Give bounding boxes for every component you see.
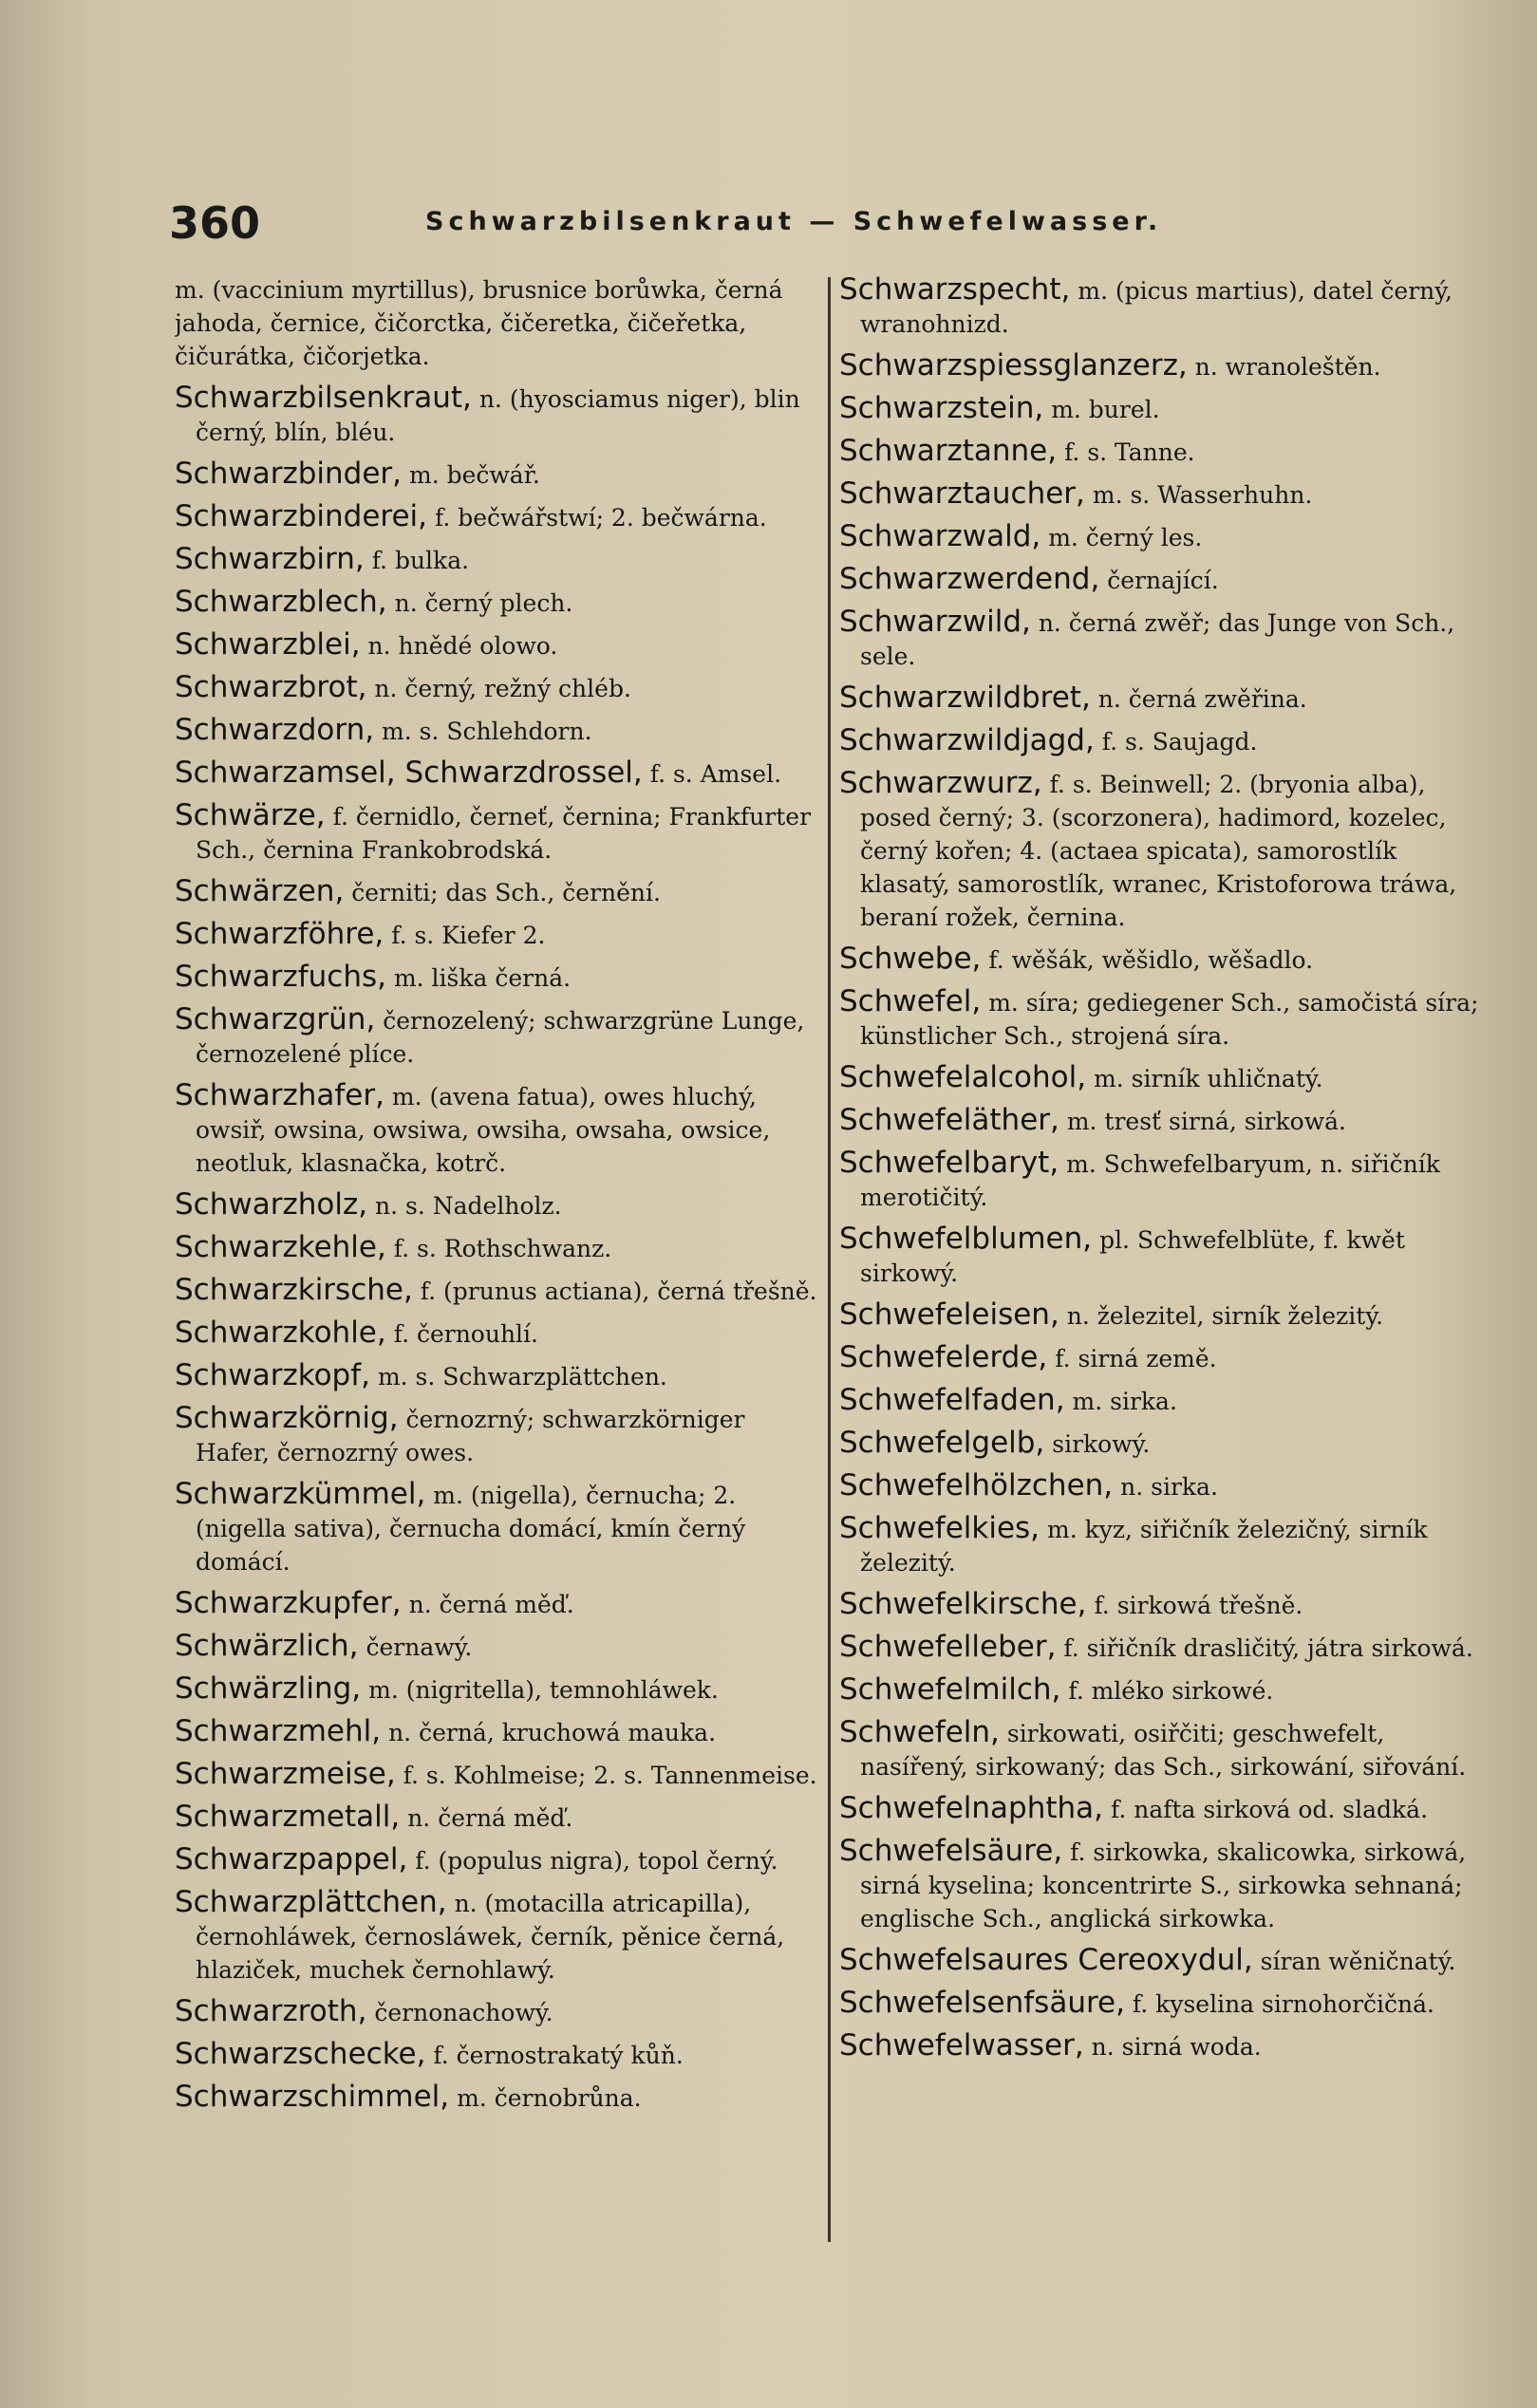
entry-headword: Schwarzschimmel, — [175, 2080, 450, 2114]
entry-headword: Schwarzmetall, — [175, 1800, 401, 1834]
dictionary-entry — [839, 1512, 1485, 1579]
entry-headword: Schwefelmilch, — [839, 1672, 1061, 1707]
dictionary-entry — [839, 563, 1485, 597]
entry-definition: m. bečwář. — [408, 461, 540, 489]
entry-headword: Schwarzpappel, — [175, 1842, 408, 1876]
dictionary-entry — [175, 1672, 820, 1707]
entry-headword: Schwarzdorn, — [175, 713, 375, 747]
dictionary-entry — [839, 1469, 1485, 1503]
entry-headword: Schwarzwild, — [839, 605, 1031, 639]
entry-headword: Schwefelbaryt, — [839, 1146, 1059, 1180]
entry-definition: m. kyz, siřičník železičný, sirník železitý. — [860, 1516, 1428, 1577]
dictionary-entry — [175, 875, 820, 909]
dictionary-entry — [175, 1886, 820, 1987]
dictionary-entry — [175, 1316, 820, 1351]
entry-definition: n. (motacilla atricapilla), černohláwek, černosláwek, černík, pěnice černá, hlaziček, muchek černohlawý. — [196, 1890, 785, 1984]
entry-definition: černozrný; schwarzkörniger Hafer, černozrný owes. — [196, 1406, 745, 1466]
dictionary-entry — [839, 681, 1485, 716]
dictionary-entry — [175, 961, 820, 995]
entry-definition: f. s. Tanne. — [1064, 439, 1195, 466]
entry-definition: m. černobrůna. — [457, 2084, 642, 2112]
entry-headword: Schwärze, — [175, 798, 326, 832]
left-column — [175, 273, 820, 2343]
entry-definition: f. s. Rothschwanz. — [393, 1235, 612, 1262]
entry-headword: Schwarzwildjagd, — [839, 723, 1095, 757]
entry-definition: f. bečwářstwí; 2. bečwárna. — [434, 504, 767, 532]
dictionary-entry — [175, 918, 820, 952]
dictionary-entry — [175, 714, 820, 748]
dictionary-entry — [175, 799, 820, 867]
entry-definition: m. černý les. — [1048, 524, 1203, 551]
entry-headword: Schwarzplättchen, — [175, 1885, 447, 1919]
dictionary-entry — [839, 1427, 1485, 1461]
dictionary-entry — [175, 756, 820, 791]
dictionary-entry — [175, 1188, 820, 1223]
dictionary-entry — [839, 477, 1485, 512]
entry-definition: n. černý plech. — [394, 589, 573, 617]
dictionary-entry — [839, 767, 1485, 934]
entry-headword: Schwarztanne, — [839, 434, 1058, 468]
entry-headword: Schwarzkupfer, — [175, 1586, 402, 1620]
entry-headword: Schwarzkehle, — [175, 1230, 386, 1264]
entry-definition: m. (nigella), černucha; 2. (nigella sativa), černucha domácí, kmín černý domácí. — [196, 1482, 746, 1576]
dictionary-entry — [175, 1231, 820, 1265]
dictionary-entry — [839, 520, 1485, 554]
entry-definition: m. liška černá. — [393, 964, 572, 992]
entry-definition: m. (avena fatua), owes hluchý, owsiř, owsina, owsiwa, owsiha, owsaha, owsice, neotluk, klasnačka, kotrč. — [196, 1083, 771, 1177]
entry-headword: Schwefeln, — [839, 1715, 1000, 1749]
dictionary-entry — [175, 500, 820, 534]
entry-definition: f. s. Saujagd. — [1101, 728, 1258, 756]
entry-definition: m. Schwefelbaryum, n. siřičník merotičitý. — [860, 1150, 1440, 1211]
entry-headword: Schwarzmeise, — [175, 1757, 396, 1791]
entry-definition: černozelený; schwarzgrüne Lunge, černozelené plíce. — [196, 1007, 805, 1068]
dictionary-entry — [839, 1944, 1485, 1978]
dictionary-entry — [175, 1402, 820, 1469]
entry-headword: Schwarzwerdend, — [839, 562, 1100, 596]
entry-headword: Schwarzkohle, — [175, 1316, 386, 1350]
dictionary-entry — [839, 1792, 1485, 1826]
entry-headword: Schwarzkümmel, — [175, 1477, 426, 1511]
entry-headword: Schwefelblumen, — [839, 1222, 1093, 1256]
dictionary-entry — [175, 1478, 820, 1578]
dictionary-entry — [175, 586, 820, 620]
dictionary-entry — [175, 1274, 820, 1308]
entry-headword: Schwarzbirn, — [175, 542, 365, 576]
entry-definition: m. s. Schwarzplättchen. — [377, 1363, 667, 1391]
dictionary-entry — [839, 1061, 1485, 1095]
entry-definition: m. tresť sirná, sirkowá. — [1066, 1108, 1346, 1135]
entry-definition: n. černá zwěř; das Junge von Sch., sele. — [860, 609, 1455, 670]
entry-definition: f. černouhlí. — [393, 1320, 538, 1348]
entry-definition: síran wěničnatý. — [1260, 1948, 1456, 1975]
column-divider — [828, 277, 831, 2242]
entry-headword: Schwärzlich, — [175, 1629, 359, 1663]
dictionary-entry — [175, 543, 820, 577]
entry-headword: Schwefel, — [839, 984, 982, 1018]
entry-headword: Schwarzfuchs, — [175, 960, 386, 994]
entry-definition: f. nafta sirková od. sladká. — [1110, 1796, 1429, 1823]
dictionary-entry — [839, 606, 1485, 673]
entry-definition: f. siřičník drasličitý, játra sirkowá. — [1063, 1634, 1473, 1662]
entry-definition: f. mléko sirkowé. — [1068, 1677, 1274, 1705]
entry-headword: Schwarzschecke, — [175, 2037, 426, 2071]
dictionary-entry — [175, 1359, 820, 1393]
dictionary-entry — [839, 1104, 1485, 1138]
entry-definition: černající. — [1107, 567, 1219, 594]
dictionary-entry — [839, 1384, 1485, 1418]
dictionary-entry — [839, 1835, 1485, 1935]
entry-definition: sirkowý. — [1052, 1430, 1151, 1458]
entry-definition: černonachowý. — [374, 1999, 553, 2026]
entry-headword: Schwarzblei, — [175, 627, 361, 662]
dictionary-entry — [839, 273, 1485, 341]
entry-headword: Schwarzholz, — [175, 1187, 368, 1222]
entry-headword: Schwefelsenfsäure, — [839, 1986, 1125, 2020]
entry-headword: Schwefeleisen, — [839, 1297, 1059, 1332]
dictionary-entry — [839, 349, 1485, 383]
dictionary-entry — [175, 1003, 820, 1071]
entry-headword: Schwarzspecht, — [839, 273, 1071, 307]
entry-definition: f. černidlo, černeť, černina; Frankfurter Sch., černina Frankobrodská. — [196, 803, 812, 864]
entry-definition: n. černý, režný chléb. — [374, 675, 631, 702]
entry-definition: n. černá, kruchowá mauka. — [388, 1719, 717, 1746]
entry-definition: m. (nigritella), temnohláwek. — [368, 1676, 719, 1704]
entry-definition: černiti; das Sch., černění. — [351, 879, 661, 906]
entry-headword: Schwefelerde, — [839, 1340, 1048, 1374]
entry-definition: černawý. — [366, 1633, 473, 1661]
entry-headword: Schwarzbilsenkraut, — [175, 381, 472, 415]
entry-headword: Schwärzling, — [175, 1671, 362, 1706]
entry-definition: n. sirná woda. — [1091, 2033, 1262, 2061]
entry-definition: n. černá měď. — [408, 1591, 574, 1618]
entry-headword: Schwarzkopf, — [175, 1358, 370, 1392]
entry-headword: Schwarzwald, — [839, 519, 1041, 553]
entry-headword: Schwefelleber, — [839, 1630, 1057, 1664]
dictionary-entry — [175, 273, 820, 373]
entry-headword: Schwefeläther, — [839, 1103, 1059, 1137]
dictionary-entry — [175, 1079, 820, 1180]
entry-definition: m. (picus martius), datel černý, wranohnizd. — [860, 277, 1453, 338]
entry-headword: Schwefelgelb, — [839, 1426, 1045, 1460]
entry-definition: n. černá zwěřina. — [1097, 685, 1307, 713]
entry-headword: Schwarzroth, — [175, 1994, 367, 2028]
dictionary-entry — [839, 1987, 1485, 2021]
dictionary-entry — [839, 985, 1485, 1053]
entry-headword: Schwarzwurz, — [839, 766, 1042, 800]
dictionary-entry — [175, 382, 820, 449]
dictionary-entry — [175, 1801, 820, 1835]
entry-definition: m. síra; gediegener Sch., samočistá síra; künstlicher Sch., strojená síra. — [860, 989, 1479, 1050]
dictionary-entry — [839, 1298, 1485, 1333]
dictionary-entry — [839, 943, 1485, 977]
entry-headword: Schwefelsäure, — [839, 1834, 1063, 1868]
entry-definition: n. wranoleštěn. — [1194, 353, 1381, 381]
page-number: 360 — [169, 197, 261, 249]
dictionary-entry — [175, 1995, 820, 2029]
entry-definition: n. sirka. — [1120, 1473, 1218, 1501]
dictionary-entry — [175, 1843, 820, 1877]
entry-definition: f. (prunus actiana), černá třešně. — [420, 1278, 817, 1305]
entry-headword: Schwarzstein, — [839, 391, 1044, 425]
entry-definition: f. sirná země. — [1055, 1345, 1217, 1372]
entry-headword: Schwefelsaures Cereoxydul, — [839, 1943, 1253, 1977]
entry-headword: Schwärzen, — [175, 874, 345, 908]
dictionary-entry — [175, 671, 820, 705]
entry-definition: f. bulka. — [371, 547, 470, 574]
dictionary-entry — [839, 1588, 1485, 1622]
entry-headword: Schwarzspiessglanzerz, — [839, 348, 1188, 383]
dictionary-entry — [175, 2081, 820, 2115]
entry-headword: Schwefelkies, — [839, 1511, 1040, 1545]
entry-definition: f. wěšák, wěšidlo, wěšadlo. — [988, 946, 1314, 974]
entry-definition: m. sirník uhličnatý. — [1094, 1065, 1323, 1092]
entry-definition: m. s. Wasserhuhn. — [1092, 481, 1313, 509]
entry-headword: Schwefelalcohol, — [839, 1060, 1087, 1094]
dictionary-entry — [839, 1631, 1485, 1665]
entry-definition: f. kyselina sirnohorčičná. — [1132, 1990, 1435, 2018]
entry-definition: m. s. Schlehdorn. — [382, 718, 592, 745]
entry-definition: f. černostrakatý kůň. — [433, 2042, 684, 2069]
dictionary-entry — [175, 1715, 820, 1749]
entry-headword: Schwarzamsel, Schwarzdrossel, — [175, 756, 643, 790]
entry-definition: f. s. Amsel. — [649, 760, 782, 788]
entry-definition: n. s. Nadelholz. — [375, 1192, 562, 1220]
dictionary-entry — [839, 1673, 1485, 1708]
dictionary-entry — [839, 392, 1485, 426]
entry-headword: Schwarzbinderei, — [175, 499, 428, 533]
page-header — [169, 197, 1337, 254]
dictionary-entry — [175, 628, 820, 663]
dictionary-entry — [175, 457, 820, 492]
entry-headword: Schwefelkirsche, — [839, 1587, 1087, 1621]
dictionary-entry — [839, 1341, 1485, 1375]
entry-definition: n. (hyosciamus niger), blin černý, blín, bléu. — [196, 385, 800, 446]
entry-definition: m. sirka. — [1072, 1388, 1177, 1415]
entry-definition: f. (populus nigra), topol černý. — [415, 1847, 778, 1875]
dictionary-entry — [839, 435, 1485, 469]
entry-headword: Schwefelfaden, — [839, 1383, 1065, 1417]
dictionary-entry — [839, 2029, 1485, 2063]
entry-definition: m. burel. — [1051, 396, 1160, 423]
dictionary-entry — [839, 1716, 1485, 1783]
entry-headword: Schwarzkirsche, — [175, 1273, 413, 1307]
dictionary-entry — [175, 2038, 820, 2072]
entry-headword: Schwarzblech, — [175, 585, 387, 619]
entry-headword: Schwarztaucher, — [839, 476, 1085, 511]
entry-headword: Schwarzkörnig, — [175, 1401, 399, 1435]
entry-definition: sirkowati, osiřčiti; geschwefelt, nasířený, sirkowaný; das Sch., sirkowání, siřování. — [860, 1720, 1467, 1781]
entry-headword: Schwefelnaphtha, — [839, 1791, 1104, 1825]
dictionary-entry — [175, 1758, 820, 1792]
running-head: Schwarzbilsenkraut — Schwefelwasser. — [425, 207, 1163, 236]
entry-definition: f. sirkowka, skalicowka, sirkowá, sirná kyselina; koncentrirte S., sirkowka sehnaná; englische Sch., anglická sirkowka. — [860, 1839, 1467, 1932]
entry-headword: Schwebe, — [839, 942, 982, 976]
entry-definition: pl. Schwefelblüte, f. kwět sirkowý. — [860, 1226, 1405, 1287]
dictionary-entry — [175, 1630, 820, 1664]
entry-definition: f. s. Beinwell; 2. (bryonia alba), posed černý; 3. (scorzonera), hadimord, kozelec, černý kořen; 4. (actaea spicata), samorostlík klasatý, samorostlík, wranec, Kristoforowa tráwa, beraní rožek, černina. — [860, 771, 1457, 931]
entry-headword: Schwarzföhre, — [175, 917, 384, 951]
entry-headword: Schwefelhölzchen, — [839, 1468, 1114, 1503]
dictionary-entry — [839, 1223, 1485, 1290]
dictionary-entry — [175, 1587, 820, 1621]
entry-headword: Schwefelwasser, — [839, 2028, 1084, 2063]
dictionary-entry — [839, 724, 1485, 758]
entry-definition: n. železitel, sirník železitý. — [1066, 1302, 1384, 1330]
entry-headword: Schwarzgrün, — [175, 1002, 376, 1036]
entry-headword: Schwarzbinder, — [175, 457, 403, 491]
entry-definition: f. s. Kohlmeise; 2. s. Tannenmeise. — [403, 1762, 817, 1789]
entry-definition: n. černá měď. — [407, 1804, 573, 1832]
entry-definition: m. (vaccinium myrtillus), brusnice borůwka, černá jahoda, černice, čičorctka, čičeretka, čičeřetka, čičurátka, čičorjetka. — [175, 276, 783, 370]
entry-definition: f. s. Kiefer 2. — [391, 922, 546, 949]
entry-headword: Schwarzmehl, — [175, 1714, 382, 1748]
entry-headword: Schwarzhafer, — [175, 1078, 384, 1112]
entry-headword: Schwarzwildbret, — [839, 681, 1091, 715]
entry-headword: Schwarzbrot, — [175, 670, 367, 704]
entry-definition: n. hnědé olowo. — [367, 632, 558, 660]
entry-definition: f. sirkowá třešně. — [1094, 1592, 1303, 1619]
right-column — [839, 273, 1485, 2343]
dictionary-entry — [839, 1147, 1485, 1214]
